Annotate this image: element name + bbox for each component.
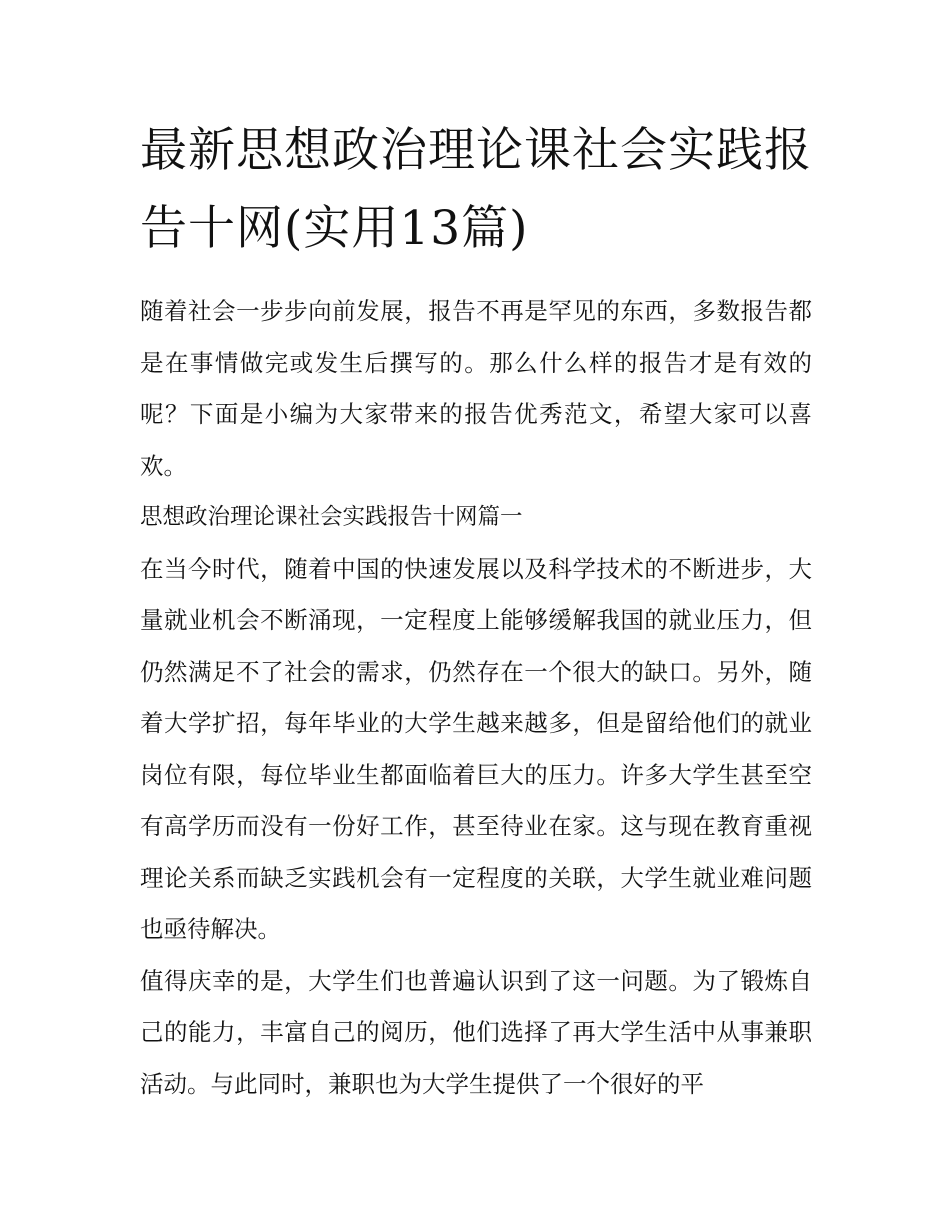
intro-paragraph: 随着社会一步步向前发展，报告不再是罕见的东西，多数报告都是在事情做完或发生后撰写的。那么什么样的报告才是有效的呢？下面是小编为大家带来的报告优秀范文，希望大家可以喜欢。: [140, 297, 812, 480]
section-heading: 思想政治理论课社会实践报告十网篇一: [140, 504, 523, 530]
document-title: 最新思想政治理论课社会实践报告十网(实用13篇): [140, 123, 812, 256]
body-paragraph-2: 值得庆幸的是，大学生们也普遍认识到了这一问题。为了锻炼自己的能力，丰富自己的阅历，他们选择了再大学生活中从事兼职活动。与此同时，兼职也为大学生提供了一个很好的平: [140, 966, 812, 1098]
body-paragraph-1: 在当今时代，随着中国的快速发展以及科学技术的不断进步，大量就业机会不断涌现，一定程度上能够缓解我国的就业压力，但仍然满足不了社会的需求，仍然存在一个很大的缺口。另外，随着大学扩招，每年毕业的大学生越来越多，但是留给他们的就业岗位有限，每位毕业生都面临着巨大的压力。许多大学生甚至空有高学历而没有一份好工作，甚至待业在家。这与现在教育重视理论关系而缺乏实践机会有一定程度的关联，大学生就业难问题也亟待解决。: [140, 554, 812, 943]
document-page: [140, 112, 812, 1110]
